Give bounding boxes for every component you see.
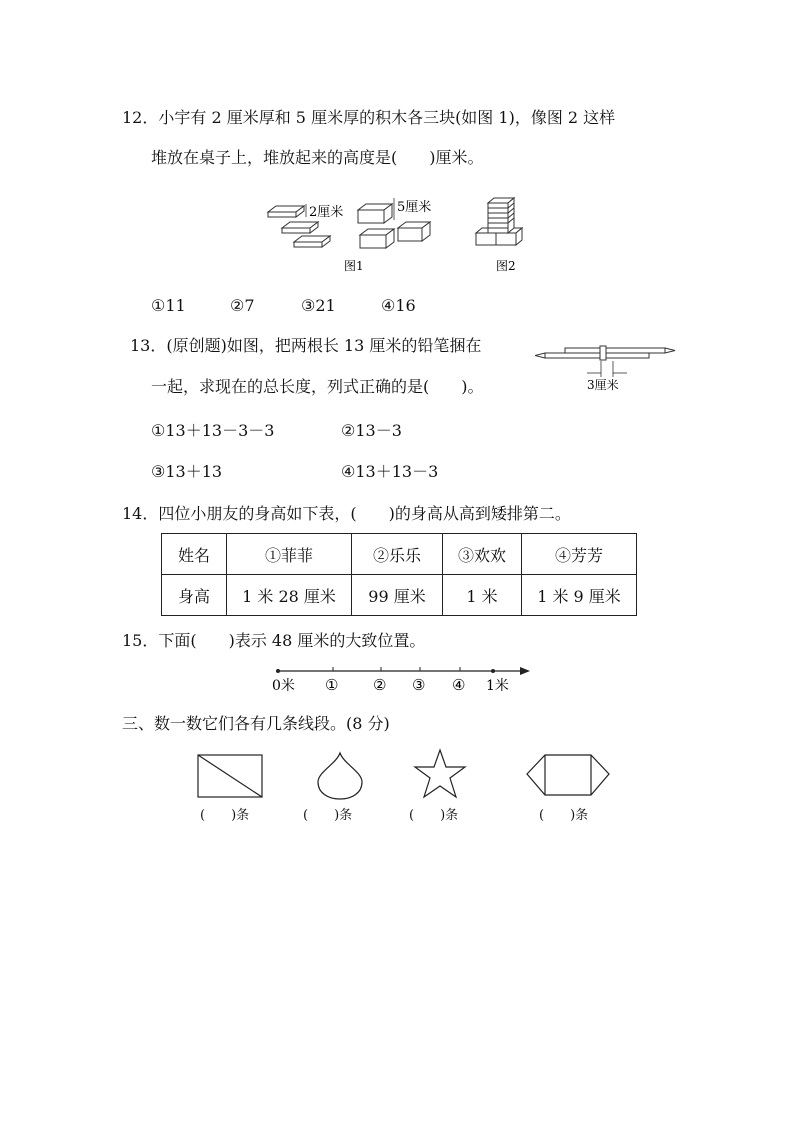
table-cell: 1 米 9 厘米 <box>522 575 637 616</box>
q13-option-1: ①13＋13－3－3 <box>151 421 275 440</box>
table-cell: 姓名 <box>162 534 227 575</box>
table-cell: ④芳芳 <box>522 534 637 575</box>
q15-line1: 15．下面( )表示 48 厘米的大致位置。 <box>122 631 426 650</box>
table-cell: 99 厘米 <box>352 575 443 616</box>
binding-band <box>600 346 606 360</box>
table-row <box>162 534 637 575</box>
fig2-caption: 图2 <box>496 259 516 273</box>
q13-line2: 一起，求现在的总长度，列式正确的是( )。 <box>151 377 484 396</box>
q12-option-3: ③21 <box>301 296 336 315</box>
q13-option-4: ④13＋13－3 <box>341 462 439 481</box>
tick-label: 1米 <box>486 678 509 694</box>
q12-figure <box>262 190 532 280</box>
thick-block-3 <box>398 222 430 241</box>
shape-hexagon <box>523 752 613 798</box>
pencil-figure <box>535 345 680 395</box>
answer-blank[interactable]: ( )条 <box>409 808 459 823</box>
height-table <box>161 533 637 616</box>
shape-drop <box>310 750 370 802</box>
section3-title: 三、数一数它们各有几条线段。(8 分) <box>122 714 390 733</box>
q12-option-1: ①11 <box>151 296 186 315</box>
q12-line1: 12．小宇有 2 厘米厚和 5 厘米厚的积木各三块(如图 1)，像图 2 这样 <box>122 108 616 127</box>
q12-line2: 堆放在桌子上，堆放起来的高度是( )厘米。 <box>151 148 484 167</box>
thin-block-2 <box>282 222 318 233</box>
q12-option-2: ②7 <box>230 296 255 315</box>
q13-option-2: ②13－3 <box>341 421 402 440</box>
q13-option-3: ③13＋13 <box>151 462 223 481</box>
table-cell: 1 米 28 厘米 <box>227 575 352 616</box>
table-cell: 身高 <box>162 575 227 616</box>
pencil-1 <box>535 353 649 358</box>
tick-label: ③ <box>412 676 426 694</box>
thick-block-1 <box>358 204 392 223</box>
thin-block-1 <box>268 206 304 217</box>
table-cell: ②乐乐 <box>352 534 443 575</box>
pencil-2 <box>565 348 675 353</box>
tick-label: 0米 <box>272 678 295 694</box>
answer-blank[interactable]: ( )条 <box>200 808 250 823</box>
fig1-label-2cm: 2厘米 <box>309 205 344 220</box>
overlap-marks <box>587 361 627 377</box>
tick-label: ② <box>373 676 387 694</box>
table-row <box>162 575 637 616</box>
q13-line1: 13．(原创题)如图，把两根长 13 厘米的铅笔捆在 <box>130 336 482 355</box>
pencil-label: 3厘米 <box>587 378 619 392</box>
table-cell: ③欢欢 <box>443 534 522 575</box>
table-cell: 1 米 <box>443 575 522 616</box>
number-line <box>268 662 538 696</box>
stack-tower <box>488 198 514 233</box>
q14-line1: 14．四位小朋友的身高如下表，( )的身高从高到矮排第二。 <box>122 504 571 523</box>
fig1-caption: 图1 <box>344 259 364 273</box>
shape-star <box>412 748 468 800</box>
table-cell: ①菲菲 <box>227 534 352 575</box>
thick-block-2 <box>360 229 394 248</box>
tick-label: ④ <box>452 676 466 694</box>
q12-option-4: ④16 <box>381 296 416 315</box>
answer-blank[interactable]: ( )条 <box>303 808 353 823</box>
shape-rectangle-diagonal <box>194 752 266 802</box>
tick-label: ① <box>325 676 339 694</box>
thin-block-3 <box>294 236 330 247</box>
fig1-label-5cm: 5厘米 <box>397 200 432 215</box>
answer-blank[interactable]: ( )条 <box>539 808 589 823</box>
